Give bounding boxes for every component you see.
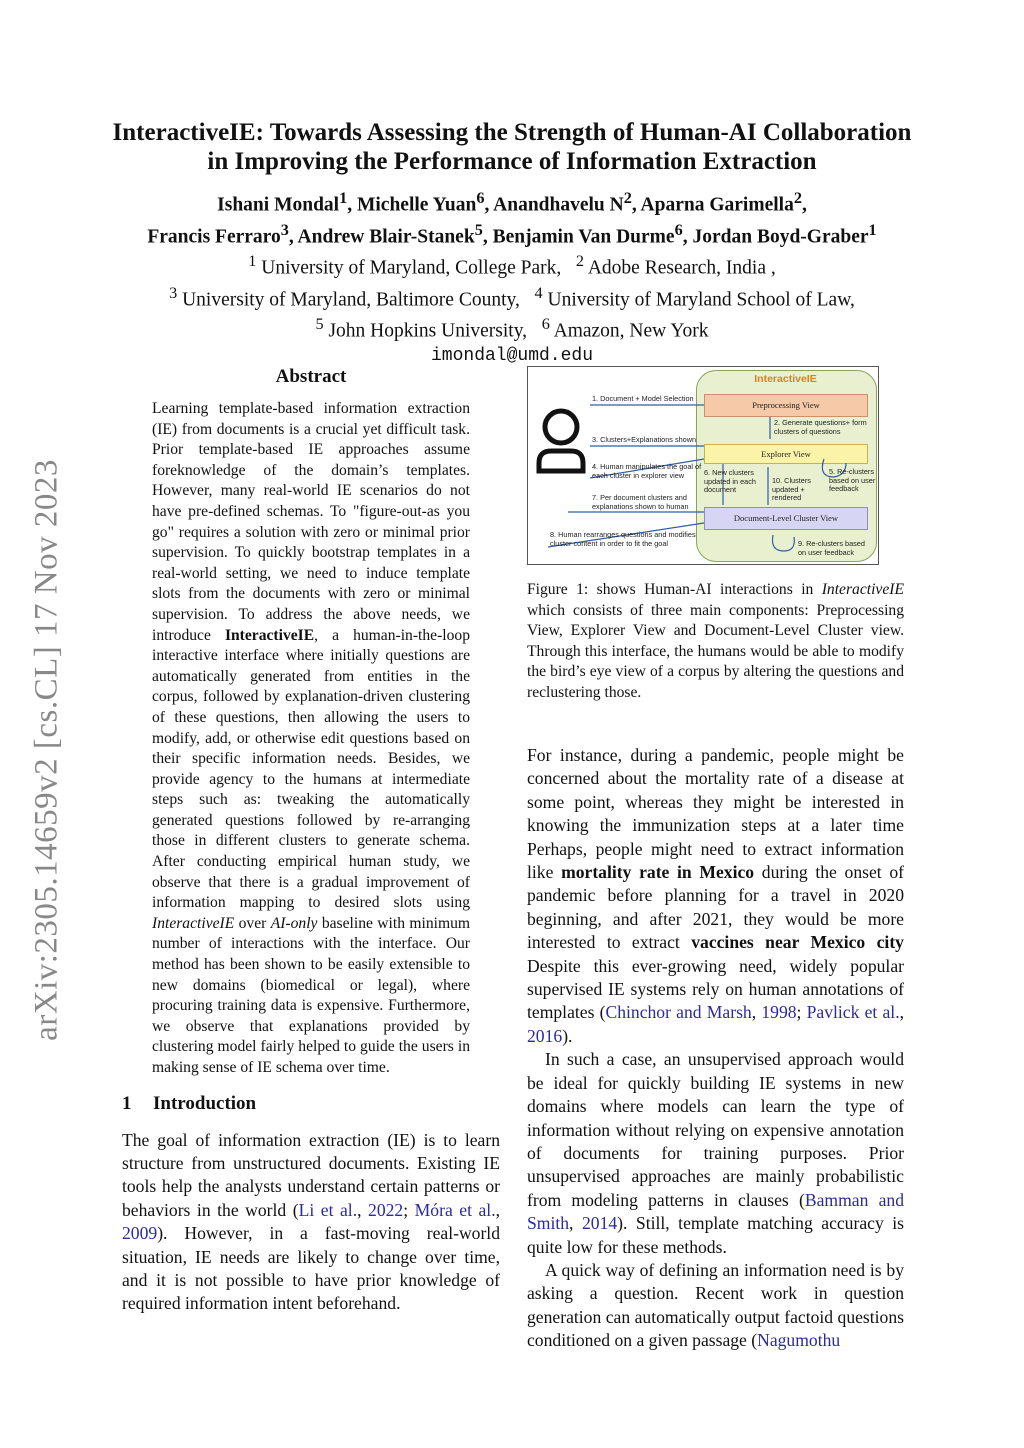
citation-link[interactable]: Nagumothu — [757, 1330, 841, 1351]
step-10-label: 10. Clusters updated + rendered — [772, 476, 811, 502]
author-name: Jordan Boyd-Graber — [692, 226, 869, 247]
preprocessing-view-box: Preprocessing View — [704, 394, 868, 417]
step-5-label: 5. Re-clusters based on user feedback — [829, 467, 876, 493]
author-name: Andrew Blair-Stanek — [297, 226, 475, 247]
citation-link[interactable]: 2016 — [527, 1025, 563, 1046]
citation-link[interactable]: 2009 — [122, 1223, 158, 1244]
citation-link[interactable]: Bamman and Smith — [527, 1189, 904, 1234]
author-block — [110, 186, 914, 368]
step-6-label: 6. New clusters updated in each document — [704, 468, 756, 494]
affiliation: John Hopkins University, — [328, 320, 528, 342]
section-heading-introduction — [122, 1093, 500, 1115]
author-name: Anandhavelu N — [493, 194, 624, 216]
citation-link[interactable]: 1998 — [761, 1002, 797, 1023]
contact-email[interactable]: imondal@umd.edu — [430, 345, 594, 366]
figure-1-caption: Figure 1: shows Human-AI interactions in InteractiveIE which consists of three main components: Preprocessing View, Explorer View and Document-Level Cluster view. Through this interface, the humans would be able to modify the bird’s eye view of a corpus by altering the questions and reclustering those. — [527, 581, 904, 701]
affiliation-line-2: $^3$ University of Maryland, Baltimore County, $^4$ University of Maryland School of Law, — [169, 283, 855, 310]
citation-link[interactable]: Pavlick et al. — [806, 1002, 900, 1023]
step-9-label: 9. Re-clusters based on user feedback — [798, 539, 865, 557]
affiliation-line-3: $^5$ John Hopkins University, $^6$ Amazon, New York — [315, 315, 709, 342]
loop-arrow-step9 — [772, 535, 794, 551]
arxiv-sidebar — [22, 440, 72, 1060]
abstract-heading: Abstract — [275, 366, 347, 387]
step-8-label: 8. Human rearranges questions and modifies cluster content in order to fit the goal — [550, 530, 696, 548]
step-3-label: 3. Clusters+Explanations shown — [592, 435, 697, 444]
citation-link[interactable]: 2014 — [581, 1213, 618, 1234]
right-body-text — [527, 744, 904, 1353]
author-name: Michelle Yuan — [356, 194, 477, 216]
panel-title: InteractiveIE — [754, 373, 817, 385]
citation-link[interactable]: Li et al. — [298, 1199, 358, 1220]
abstract-text: Learning template-based information extraction (IE) from documents is a crucial yet difficult task. Prior template-based IE approaches assume foreknowledge of the domain’s templates. However, many real-world IE scenarios do not have pre-defined schemas. To "figure-out-as you go" requires a solution with zero or minimal prior supervision. To quickly bootstrap templates in a real-world setting, we need to induce template slots from the documents with zero or minimal supervision. To address the above needs, we introduce InteractiveIE, a human-in-the-loop interactive interface where initially questions are automatically generated from entities in the corpus, followed by explanation-driven clustering of these questions, then allowing the users to modify, add, or otherwise edit questions based on their specific information needs. Besides, we provide agency to the humans at intermediate steps such as: tweaking the automatically generated questions followed by re-arranging those in different clusters to generate schema. After conducting empirical human study, we observe that there is a gradual improvement of information mapping to desired slots using InteractiveIE over AI-only baseline with minimum number of interactions with the interface. Our method has been shown to be easily extensible to new domains (biomedical or legal), where procuring training data is expensive. Furthermore, we observe that explanations provided by clustering model fairly helped to guide the users in making sense of IE schema over time. — [152, 400, 471, 1076]
intro-paragraph: The goal of information extraction (IE) is to learn structure from unstructured documents. Existing IE tools help the analysts understand certain patterns or behaviors in the world (Li et al., 2022; Móra et al., 2009). However, in a fast-moving real-world situation, IE needs are likely to change over time, and it is not possible to have prior knowledge of required information intent beforehand. — [122, 1129, 501, 1314]
explorer-view-box: Explorer View — [704, 444, 868, 464]
arxiv-identifier: arXiv:2305.14659v2 [cs.CL] 17 Nov 2023 — [28, 459, 65, 1041]
title-line-1: InteractiveIE: Towards Assessing the Strength of Human-AI Collaboration — [112, 119, 912, 146]
figure-1 — [527, 366, 879, 565]
affiliation: Adobe Research, India , — [587, 257, 776, 279]
left-column — [122, 366, 500, 1316]
body-paragraph: For instance, during a pandemic, people might be concerned about the mortality rate of a disease at some point, whereas they might be interested in knowing the immunization steps at a later time Perhaps, people might need to extract information like mortality rate in Mexico during the onset of pandemic before planning for a travel in 2020 beginning, and after 2021, they would be more interested to extract vaccines near Mexico city Despite this ever-growing need, widely popular supervised IE systems rely on human annotations of templates (Chinchor and Marsh, 1998; Pavlick et al., 2016). — [527, 745, 905, 1046]
step-4-label: 4. Human manipulates the goal of each cluster in explorer view — [592, 462, 702, 480]
author-name: Francis Ferraro — [147, 226, 281, 247]
step-7-label: 7. Per document clusters and explanations shown to human — [592, 493, 689, 511]
section-number: 1 — [122, 1092, 132, 1114]
author-name: Benjamin Van Durme — [492, 226, 675, 247]
affiliation: Amazon, New York — [553, 320, 709, 342]
affiliation: University of Maryland, College Park, — [261, 257, 562, 279]
citation-link[interactable]: 2022 — [368, 1199, 404, 1220]
author-line-2: Francis Ferraro$^3$, Andrew Blair-Stanek$^5$, Benjamin Van Durme$^6$, Jordan Boyd-Graber$^1$ — [147, 220, 877, 247]
step-1-label: 1. Document + Model Selection — [592, 394, 694, 403]
step-2-label: 2. Generate questions+ form clusters of questions — [774, 418, 867, 436]
citation-link[interactable]: Chinchor and Marsh — [605, 1002, 752, 1023]
title-line-2: in Improving the Performance of Information Extraction — [207, 148, 817, 175]
affiliation-line-1: $^1$ University of Maryland, College Park, $^2$ Adobe Research, India , — [248, 252, 776, 279]
section-title: Introduction — [153, 1092, 257, 1114]
body-paragraph: In such a case, an unsupervised approach would be ideal for quickly building IE systems in new domains where models can learn the type of information without relying on expensive annotation of documents for training purposes. Prior unsupervised approaches are mainly probabilistic from modeling patterns in clauses (Bamman and Smith, 2014). Still, template matching accuracy is quite low for these methods. — [527, 1049, 905, 1257]
author-name: Aparna Garimella — [640, 194, 794, 216]
document-level-cluster-view-box: Document-Level Cluster View — [704, 507, 868, 530]
affiliation: University of Maryland, Baltimore County, — [182, 289, 520, 310]
citation-link[interactable]: Móra et al. — [414, 1199, 496, 1220]
author-name: Ishani Mondal — [217, 194, 340, 216]
paper-title — [110, 118, 914, 176]
author-line-1: Ishani Mondal$^1$, Michelle Yuan$^6$, Anandhavelu $N^2$, Aparna Garimella$^2$, — [217, 189, 807, 216]
affiliation: University of Maryland School of Law, — [547, 289, 855, 310]
body-paragraph: A quick way of defining an information need is by asking a question. Recent work in question generation can automatically output factoid questions conditioned on a given passage (Nagumothu — [527, 1259, 904, 1351]
